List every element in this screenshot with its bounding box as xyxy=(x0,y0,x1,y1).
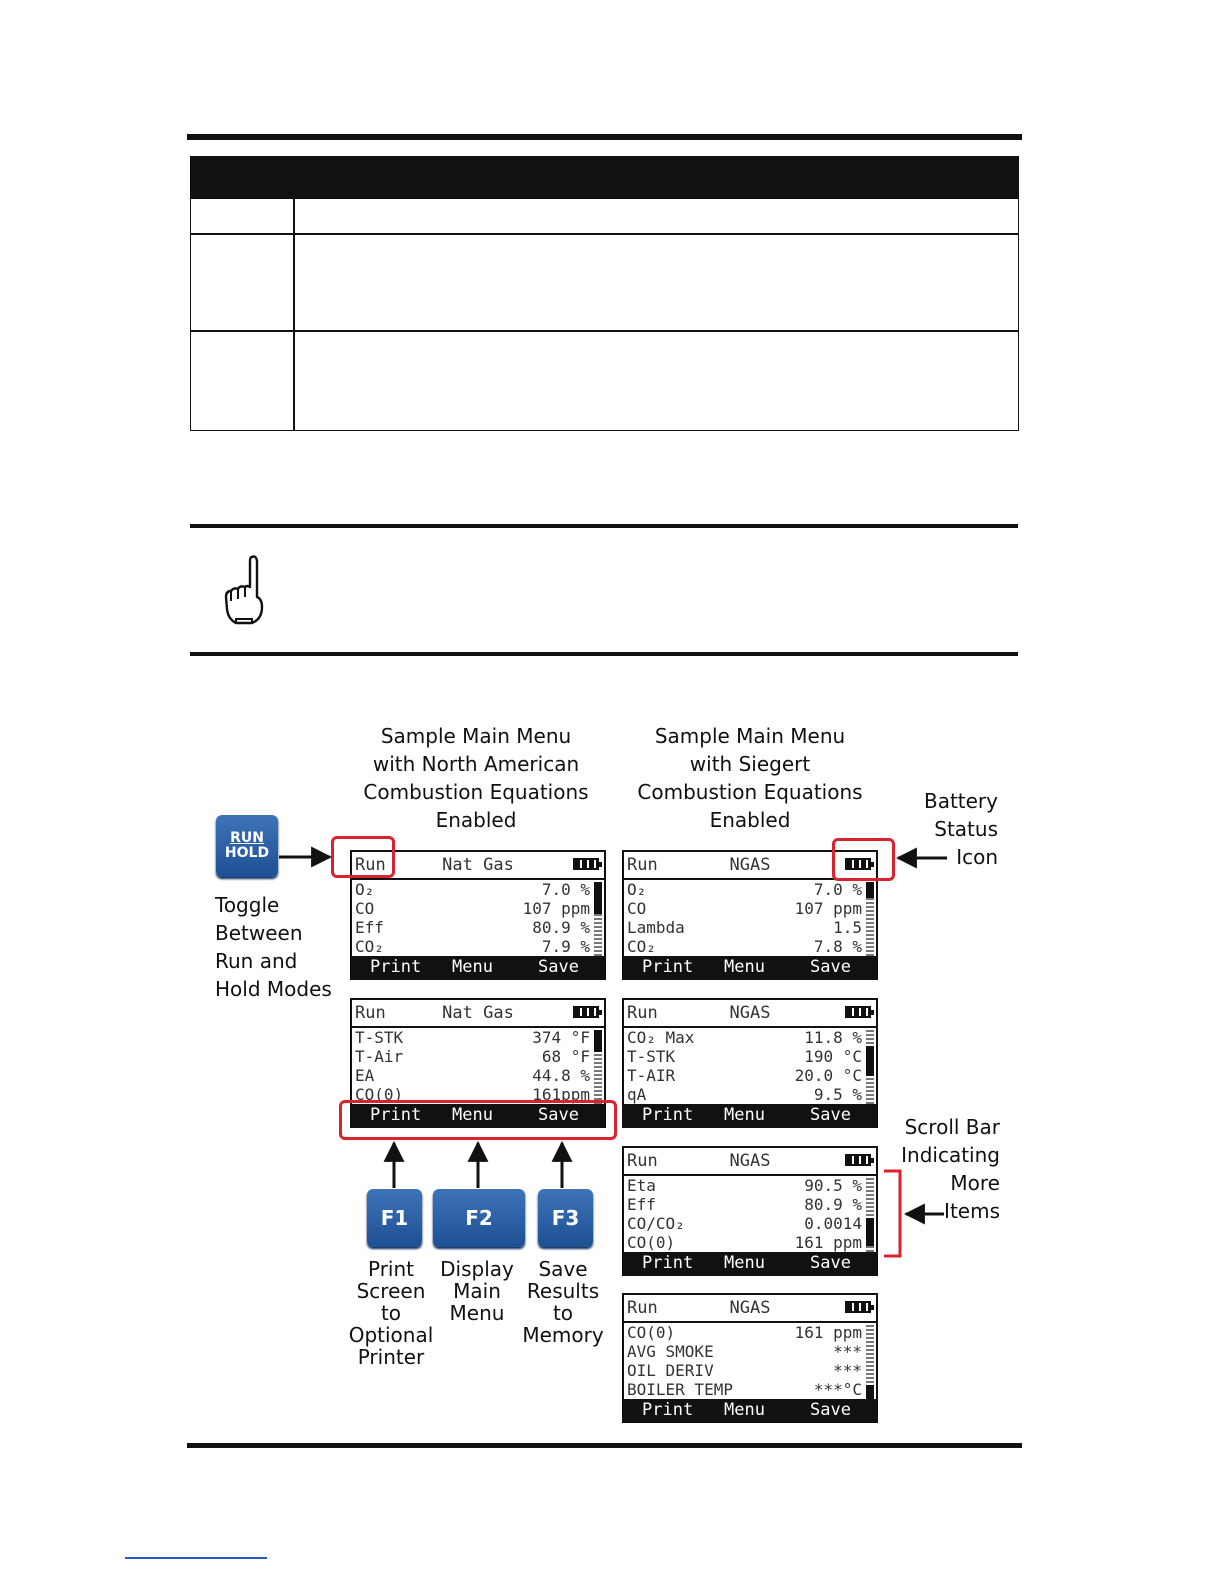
lcd-row-label: AVG SMOKE xyxy=(627,1342,714,1361)
lcd-print-label: Print xyxy=(370,957,422,977)
lcd-menu-label: Menu xyxy=(724,957,765,977)
lcd-save-label: Save xyxy=(810,1253,851,1273)
lcd-row-label: O₂ xyxy=(355,880,375,899)
lcd-save-label: Save xyxy=(538,957,579,977)
lcd-print-label: Print xyxy=(642,957,694,977)
battery-caption: Battery Status Icon xyxy=(923,789,998,869)
lcd-menu-label: Menu xyxy=(724,1105,765,1125)
lcd-row-label: OIL DERIV xyxy=(627,1361,714,1380)
lcd-row-label: Eff xyxy=(627,1195,656,1214)
footer-link-underline xyxy=(125,1557,267,1559)
lcd-row-value: 68 °F xyxy=(541,1047,590,1066)
lcd-row-value: 90.5 % xyxy=(804,1176,862,1195)
lcd-row-value: 80.9 % xyxy=(532,918,590,937)
f2-key-label: F2 xyxy=(465,1206,493,1230)
lcd-row-label: CO(0) xyxy=(627,1323,676,1342)
lcd-run-status: Run xyxy=(627,1151,658,1171)
lcd-print-label: Print xyxy=(642,1253,694,1273)
lcd-row-label: EA xyxy=(355,1066,375,1085)
lcd-row-value: 20.0 °C xyxy=(794,1066,862,1085)
lcd-row-value: *** xyxy=(833,1342,862,1361)
lcd-run-status: Run xyxy=(627,1298,658,1318)
toggle-caption: Toggle Between Run and Hold Modes xyxy=(215,893,332,1001)
lcd-row-label: CO(0) xyxy=(355,1085,404,1104)
f2-caption: Display Main Menu xyxy=(440,1257,514,1325)
lcd-row-value: 161 ppm xyxy=(794,1323,862,1342)
lcd-row-label: T-STK xyxy=(627,1047,676,1066)
lcd-menu-label: Menu xyxy=(452,957,493,977)
lcd-print-label: Print xyxy=(642,1400,694,1420)
lcd-row-value: 0.0014 xyxy=(804,1214,862,1233)
lcd-fuel-type: NGAS xyxy=(729,1298,771,1318)
lcd-menu-label: Menu xyxy=(724,1253,765,1273)
lcd-run-status: Run xyxy=(355,855,386,875)
lcd-row-value: ***°C xyxy=(813,1380,862,1399)
lcd-row-label: CO(0) xyxy=(627,1233,676,1252)
lcd-save-label: Save xyxy=(810,957,851,977)
f1-key-label: F1 xyxy=(380,1206,409,1230)
bottom-rule xyxy=(187,1443,1022,1448)
lcd-row-value: 161 ppm xyxy=(794,1233,862,1252)
run-hold-key-label-top: RUN xyxy=(230,830,264,846)
lcd-row-value: 107 ppm xyxy=(522,899,590,918)
lcd-save-label: Save xyxy=(538,1105,579,1125)
f1-caption: Print Screen to Optional Printer xyxy=(348,1257,434,1369)
lcd-row-label: O₂ xyxy=(627,880,647,899)
lcd-run-status: Run xyxy=(627,855,658,875)
lcd-print-label: Print xyxy=(642,1105,694,1125)
lcd-row-value: 1.5 xyxy=(833,918,862,937)
lcd-row-label: T-Air xyxy=(355,1047,404,1066)
lcd-row-label: BOILER TEMP xyxy=(627,1380,733,1399)
lcd-row-value: 7.8 % xyxy=(813,937,862,956)
lcd-row-value: 7.9 % xyxy=(541,937,590,956)
lcd-row-label: CO/CO₂ xyxy=(627,1214,685,1233)
lcd-row-label: CO₂ xyxy=(355,937,384,956)
lcd-row-value: 374 °F xyxy=(532,1028,590,1047)
lcd-menu-label: Menu xyxy=(724,1400,765,1420)
lcd-row-value: 9.5 % xyxy=(813,1085,862,1104)
lcd-row-value: 190 °C xyxy=(804,1047,862,1066)
lcd-save-label: Save xyxy=(810,1400,851,1420)
lcd-save-label: Save xyxy=(810,1105,851,1125)
f3-caption: Save Results to Memory xyxy=(522,1257,604,1347)
lcd-fuel-type: Nat Gas xyxy=(442,1003,514,1023)
lcd-fuel-type: NGAS xyxy=(729,1003,771,1023)
lcd-menu-label: Menu xyxy=(452,1105,493,1125)
lcd-run-status: Run xyxy=(355,1003,386,1023)
lcd-row-label: Lambda xyxy=(627,918,685,937)
lcd-print-label: Print xyxy=(370,1105,422,1125)
lcd-row-value: 161ppm xyxy=(532,1085,590,1104)
lcd-row-label: Eff xyxy=(355,918,384,937)
lcd-row-value: 11.8 % xyxy=(804,1028,862,1047)
run-hold-key-label-bottom: HOLD xyxy=(224,845,270,861)
lcd-row-label: Eta xyxy=(627,1176,656,1195)
scroll-bar-caption: Scroll Bar Indicating More Items xyxy=(901,1115,1000,1223)
lcd-row-value: 80.9 % xyxy=(804,1195,862,1214)
lcd-row-label: CO xyxy=(627,899,647,918)
lcd-fuel-type: NGAS xyxy=(729,855,771,875)
na-screens-caption: Sample Main Menu with North American Combustion Equations Enabled xyxy=(363,724,589,832)
lcd-row-label: T-STK xyxy=(355,1028,404,1047)
lcd-fuel-type: NGAS xyxy=(729,1151,771,1171)
lcd-row-value: *** xyxy=(833,1361,862,1380)
lcd-row-value: 44.8 % xyxy=(532,1066,590,1085)
siegert-screens-caption: Sample Main Menu with Siegert Combustion Equations Enabled xyxy=(637,724,863,832)
lcd-row-label: T-AIR xyxy=(627,1066,676,1085)
lcd-row-label: CO₂ Max xyxy=(627,1028,695,1047)
lcd-run-status: Run xyxy=(627,1003,658,1023)
lcd-row-label: CO xyxy=(355,899,375,918)
lcd-row-label: CO₂ xyxy=(627,937,656,956)
lcd-fuel-type: Nat Gas xyxy=(442,855,514,875)
lcd-row-value: 107 ppm xyxy=(794,899,862,918)
lcd-row-label: qA xyxy=(627,1085,647,1104)
lcd-row-value: 7.0 % xyxy=(541,880,590,899)
f3-key-label: F3 xyxy=(551,1206,580,1230)
lcd-row-value: 7.0 % xyxy=(813,880,862,899)
